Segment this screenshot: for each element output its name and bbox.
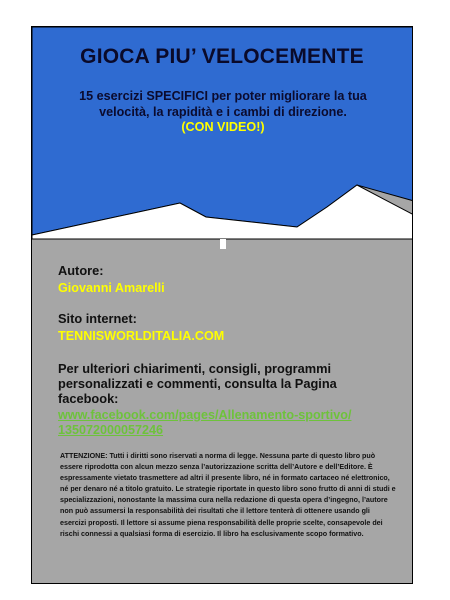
video-note: (CON VIDEO!) [181,120,265,134]
facebook-info-text: Per ulteriori chiarimenti, consigli, programmi personalizzati e commenti, consulta la Pagina facebook: [58,361,337,407]
facebook-link[interactable]: www.facebook.com/pages/Allenamento-sportivo/135072000057246 [58,408,352,438]
snow-notch [220,239,226,249]
book-subtitle [56,89,390,136]
copyright-disclaimer: ATTENZIONE: Tutti i diritti sono riservati a norma di legge. Nessuna parte di questo libro può essere riprodotta con alcun mezzo senza l’autorizzazione scritta dell’Autore e dell’Editore. È espressamente vietato trasmettere ad altri il presente libro, né in formato cartaceo né elettronico, né per denaro né a titolo gratuito. Le strategie riportate in questo libro sono frutto di anni di studi e specializzazioni, nonostante la massima cura nella redazione di questa opera d’ingegno, l’autore non può assumersi la responsabilità dei risultati che il lettore tenterà di ottenere usando gli esercizi proposti. Il lettore si assume piena responsabilità delle proprie scelte, consapevole dei rischi connessi a qualsiasi forma di esercizio. Il libro ha esclusivamente scopo formativo. [60,452,396,538]
website-value: TENNISWORLDITALIA.COM [58,329,225,343]
book-title: GIOCA PIU’ VELOCEMENTE [80,45,364,68]
subtitle-text: 15 esercizi SPECIFICI per poter migliorare la tua velocità, la rapidità e i cambi di direzione. [79,89,367,119]
author-label: Autore: [58,263,104,278]
website-label: Sito internet: [58,311,137,326]
book-cover [31,26,413,584]
author-name: Giovanni Amarelli [58,281,165,295]
